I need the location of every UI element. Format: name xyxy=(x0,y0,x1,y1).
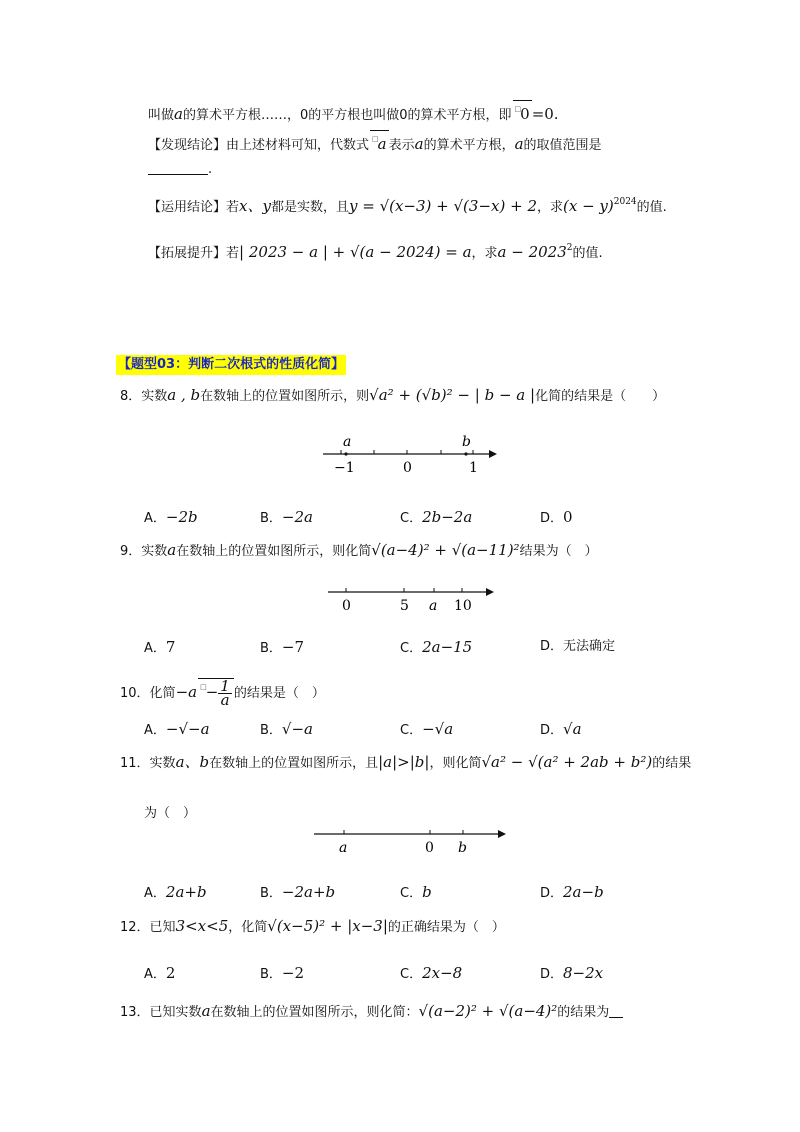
q11-number-line xyxy=(310,824,515,858)
q9-tick-5: 5 xyxy=(400,598,409,614)
q8-number-line xyxy=(315,432,505,476)
q13-answer-blank[interactable] xyxy=(609,1003,623,1018)
q8-label-b: b xyxy=(462,434,471,450)
q8-label-a: a xyxy=(343,434,352,450)
q13-expression: √(a−2)² + √(a−4)² xyxy=(418,1002,558,1020)
question-10: 10．化简−a □− $\frac{1}{a}$ 的结果是（ ） xyxy=(120,676,325,709)
q10-option-d[interactable]: D．√a xyxy=(540,720,582,738)
find-blank-line: . xyxy=(148,160,212,180)
question-11: 11．实数a、b在数轴上的位置如图所示，且|a|>|b|，则化简√a² − √(a² + 2ab + b²)的结果 xyxy=(120,753,692,771)
q8-option-d[interactable]: D．0 xyxy=(540,508,573,526)
question-9: 9．实数a在数轴上的位置如图所示，则化简√(a−4)² + √(a−11)²结果为（ ） xyxy=(120,541,598,559)
question-11-cont: 为（ ） xyxy=(144,806,197,821)
q8-tick-neg1: −1 xyxy=(334,460,355,476)
q10-option-c[interactable]: C．−√a xyxy=(400,720,454,738)
sqrt-zero: □0 xyxy=(513,100,532,122)
q11-tick-0: 0 xyxy=(425,840,434,856)
q12-option-b[interactable]: B．−2 xyxy=(260,964,305,982)
section-heading: 【题型03：判断二次根式的性质化简】 xyxy=(116,355,346,375)
q8-option-b[interactable]: B．−2a xyxy=(260,508,313,526)
q10-radical: □− $\frac{1}{a}$ xyxy=(198,678,234,707)
apply-expression: y = √(x−3) + √(3−x) + 2 xyxy=(348,197,537,215)
q11-option-b[interactable]: B．−2a+b xyxy=(260,883,336,901)
q12-option-c[interactable]: C．2x−8 xyxy=(400,964,463,982)
q8-option-a[interactable]: A．−2b xyxy=(144,508,198,526)
q8-tick-1: 1 xyxy=(469,460,478,476)
q12-option-d[interactable]: D．8−2x xyxy=(540,964,604,982)
q9-tick-10: 10 xyxy=(454,598,472,614)
q9-option-c[interactable]: C．2a−15 xyxy=(400,638,473,656)
q11-option-d[interactable]: D．2a−b xyxy=(540,883,604,901)
q11-option-c[interactable]: C．b xyxy=(400,883,432,901)
q11-option-a[interactable]: A．2a+b xyxy=(144,883,207,901)
q11-label-a: a xyxy=(339,840,348,856)
question-12: 12．已知3<x<5，化简√(x−5)² + |x−3|的正确结果为（ ） xyxy=(120,917,505,935)
q9-number-line xyxy=(322,580,502,614)
q9-option-b[interactable]: B．−7 xyxy=(260,638,305,656)
question-13: 13．已知实数a在数轴上的位置如图所示，则化简：√(a−2)² + √(a−4)²的结果为 xyxy=(120,1001,623,1023)
q12-option-a[interactable]: A．2 xyxy=(144,964,176,982)
q9-option-d[interactable]: D．无法确定 xyxy=(540,639,616,654)
ext-expression: | 2023 − a | + √(a − 2024) = a xyxy=(239,243,472,261)
q9-option-a[interactable]: A．7 xyxy=(144,638,176,656)
q11-label-b: b xyxy=(458,840,467,856)
q8-tick-0: 0 xyxy=(403,460,412,476)
q10-option-a[interactable]: A．−√−a xyxy=(144,720,210,738)
find-conclusion: 【发现结论】由上述材料可知，代数式 □a 表示a的算术平方根，a的取值范围是 xyxy=(148,130,602,156)
extension: 【拓展提升】若| 2023 − a | + √(a − 2024) = a，求$a - 2023^2$的值. xyxy=(148,243,603,261)
intro-line-1: 叫做a的算术平方根……，0的平方根也叫做0的算术平方根，即 □0 =0. xyxy=(148,100,559,126)
q9-expression: √(a−4)² + √(a−11)² xyxy=(371,541,520,559)
answer-blank[interactable] xyxy=(148,160,208,175)
q9-tick-0: 0 xyxy=(342,598,351,614)
q9-label-a: a xyxy=(429,598,438,614)
question-8: 8．实数a , b在数轴上的位置如图所示，则√a² + (√b)² − | b − a |化简的结果是（ ） xyxy=(120,386,666,404)
q10-option-b[interactable]: B．√−a xyxy=(260,720,313,738)
q11-expression: √a² − √(a² + 2ab + b²) xyxy=(481,753,653,771)
q8-expression: √a² + (√b)² − | b − a | xyxy=(369,386,536,404)
apply-conclusion: 【运用结论】若x、y都是实数，且y = √(x−3) + √(3−x) + 2，求$(x - y)^{2024}$的值. xyxy=(148,197,667,215)
q8-option-c[interactable]: C．2b−2a xyxy=(400,508,473,526)
q12-expression: √(x−5)² + |x−3| xyxy=(267,917,388,935)
